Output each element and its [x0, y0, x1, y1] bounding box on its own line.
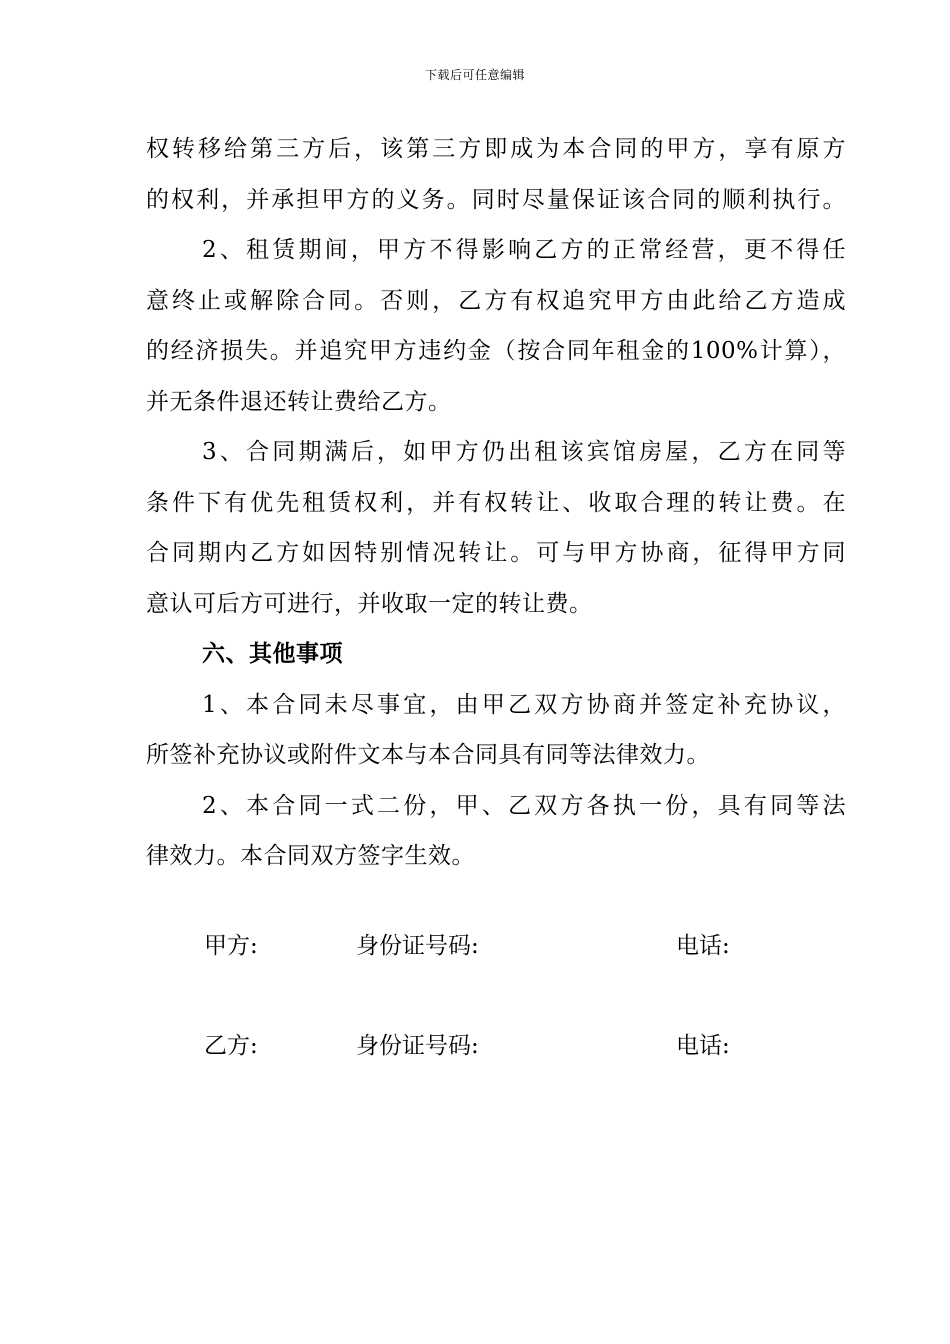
text-line: 律效力。本合同双方签字生效。	[146, 843, 475, 869]
party-b-phone-label: 电话:	[676, 1033, 730, 1059]
section-heading: 六、其他事项	[202, 640, 343, 667]
signature-row-party-b	[0, 1026, 950, 1066]
party-a-label: 甲方:	[204, 933, 258, 959]
text-line: 1、本合同未尽事宜，由甲乙双方协商并签定补充协议，	[202, 691, 846, 718]
text-line: 2、租赁期间，甲方不得影响乙方的正常经营，更不得任	[202, 237, 846, 263]
text-line: 意终止或解除合同。否则，乙方有权追究甲方由此给乙方造成	[146, 287, 846, 314]
text-line: 合同期内乙方如因特别情况转让。可与甲方协商，征得甲方同	[146, 540, 846, 566]
signature-row-party-a	[0, 926, 950, 966]
text-line: 意认可后方可进行，并收取一定的转让费。	[146, 590, 593, 617]
party-b-label: 乙方:	[204, 1033, 258, 1059]
text-line: 的权利，并承担甲方的义务。同时尽量保证该合同的顺利执行。	[146, 186, 846, 213]
contract-body	[146, 124, 846, 882]
text-line: 权转移给第三方后，该第三方即成为本合同的甲方，享有原方	[146, 136, 846, 162]
party-b-id-label: 身份证号码:	[356, 1033, 479, 1059]
party-a-id-label: 身份证号码:	[356, 933, 479, 959]
text-line: 条件下有优先租赁权利，并有权转让、收取合理的转让费。在	[146, 489, 846, 516]
party-a-phone-label: 电话:	[676, 933, 730, 959]
text-line: 2、本合同一式二份，甲、乙双方各执一份，具有同等法	[202, 792, 846, 819]
page-header: 下载后可任意编辑	[424, 68, 525, 82]
text-line: 所签补充协议或附件文本与本合同具有同等法律效力。	[146, 742, 710, 768]
text-line: 的经济损失。并追究甲方违约金（按合同年租金的100%计算），	[146, 338, 846, 364]
text-line: 3、合同期满后，如甲方仍出租该宾馆房屋，乙方在同等	[202, 439, 846, 465]
text-line: 并无条件退还转让费给乙方。	[146, 388, 452, 415]
